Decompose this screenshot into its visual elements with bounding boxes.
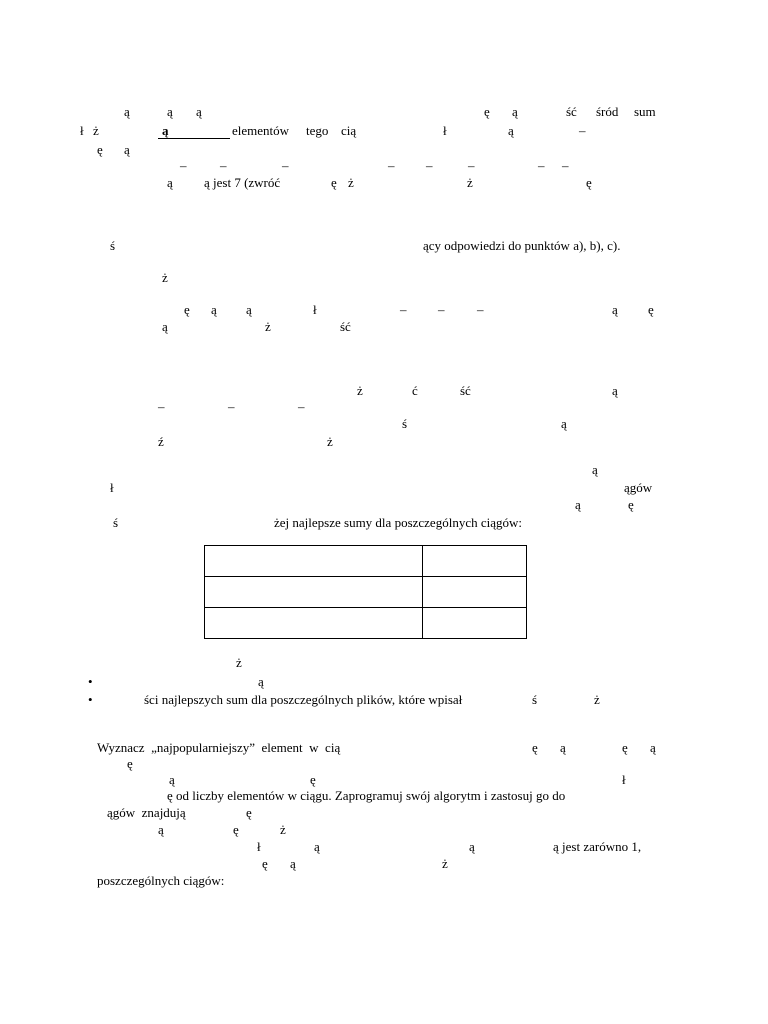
- text-fragment: ż: [162, 270, 168, 285]
- text-fragment: ą: [196, 104, 202, 119]
- text-fragment: ą: [167, 175, 173, 190]
- text-fragment: ą: [575, 497, 581, 512]
- text-fragment: –: [538, 158, 545, 173]
- bullet-marker: •: [88, 674, 93, 689]
- text-fragment: ę: [246, 805, 252, 820]
- text-fragment: –: [220, 158, 227, 173]
- text-fragment: ś: [110, 238, 116, 253]
- table-row: [205, 546, 527, 577]
- text-fragment: ś: [532, 692, 538, 707]
- text-fragment: ą: [612, 302, 618, 317]
- text-fragment: ą: [508, 123, 514, 138]
- text-fragment: ż: [265, 319, 271, 334]
- text-fragment: –: [158, 399, 165, 414]
- text-fragment: ę: [184, 302, 190, 317]
- blank-underline: ą: [158, 123, 230, 139]
- text-fragment: tego: [306, 123, 329, 138]
- text-fragment: poszczególnych ciągów:: [97, 873, 225, 888]
- results-table: [204, 545, 527, 639]
- text-fragment: ę: [97, 142, 103, 157]
- text-fragment: ą: [612, 383, 618, 398]
- text-fragment: ą: [246, 302, 252, 317]
- text-fragment: –: [477, 302, 484, 317]
- text-fragment: ź: [158, 434, 164, 449]
- text-fragment: ą: [169, 772, 175, 787]
- text-fragment: ą: [158, 822, 164, 837]
- text-fragment: żej najlepsze sumy dla poszczególnych ciągów:: [274, 515, 522, 530]
- text-fragment: ą: [258, 674, 264, 689]
- text-fragment: ść: [340, 319, 351, 334]
- text-fragment: ę: [310, 772, 316, 787]
- text-fragment: ż: [594, 692, 600, 707]
- text-fragment: –: [180, 158, 187, 173]
- table-cell: [423, 608, 527, 639]
- text-fragment: ą jest zarówno 1,: [553, 839, 642, 854]
- table-cell: [205, 608, 423, 639]
- bullet-marker: •: [88, 692, 93, 707]
- text-fragment: –: [468, 158, 475, 173]
- text-fragment: ż: [467, 175, 473, 190]
- text-fragment: ę: [262, 856, 268, 871]
- table-row: [205, 608, 527, 639]
- text-fragment: –: [426, 158, 433, 173]
- text-fragment: ł: [257, 839, 261, 854]
- text-fragment: ż: [236, 655, 242, 670]
- text-fragment: ą: [211, 302, 217, 317]
- text-fragment: –: [438, 302, 445, 317]
- text-fragment: elementów: [232, 123, 290, 138]
- table-cell: [423, 546, 527, 577]
- text-fragment: ę od liczby elementów w ciągu. Zaprogramuj swój algorytm i zastosuj go do: [167, 788, 566, 803]
- text-fragment: ść: [566, 104, 577, 119]
- text-fragment: ż: [442, 856, 448, 871]
- text-fragment: ę: [622, 740, 628, 755]
- text-fragment: –: [579, 123, 586, 138]
- text-fragment: ę: [331, 175, 337, 190]
- text-fragment: ę: [648, 302, 654, 317]
- text-fragment: ą: [290, 856, 296, 871]
- text-fragment: ągów: [624, 480, 653, 495]
- text-fragment: ć: [412, 383, 418, 398]
- text-fragment: –: [282, 158, 289, 173]
- text-fragment: –: [562, 158, 569, 173]
- text-fragment: ż: [327, 434, 333, 449]
- text-fragment: ę: [127, 756, 133, 771]
- text-fragment: ą: [167, 104, 173, 119]
- text-fragment: ą: [512, 104, 518, 119]
- text-fragment: ści najlepszych sum dla poszczególnych plików, które wpisał: [144, 692, 463, 707]
- text-fragment: ż: [348, 175, 354, 190]
- text-fragment: –: [298, 399, 305, 414]
- text-fragment: ł: [80, 123, 84, 138]
- table-cell: [205, 546, 423, 577]
- text-fragment: ę: [233, 822, 239, 837]
- text-fragment: ący odpowiedzi do punktów a), b), c).: [423, 238, 621, 253]
- text-fragment: ą: [124, 142, 130, 157]
- text-fragment: ą: [314, 839, 320, 854]
- text-fragment: ą jest 7 (zwróć: [204, 175, 281, 190]
- text-fragment: ę: [484, 104, 490, 119]
- table-row: [205, 577, 527, 608]
- text-fragment: ą: [592, 462, 598, 477]
- table-cell: [205, 577, 423, 608]
- text-fragment: ą: [561, 416, 567, 431]
- table-cell: [423, 577, 527, 608]
- text-fragment: ę: [586, 175, 592, 190]
- text-fragment: –: [228, 399, 235, 414]
- text-fragment: ą: [650, 740, 656, 755]
- text-fragment: ą: [124, 104, 130, 119]
- text-fragment: ł: [443, 123, 447, 138]
- text-fragment: –: [400, 302, 407, 317]
- text-fragment: –: [388, 158, 395, 173]
- text-fragment: Wyznacz „najpopularniejszy” element w cią: [97, 740, 341, 755]
- text-fragment: ż: [280, 822, 286, 837]
- text-fragment: ą: [469, 839, 475, 854]
- text-fragment: ą: [162, 319, 168, 334]
- text-fragment: ś: [402, 416, 408, 431]
- text-fragment: ł: [110, 480, 114, 495]
- text-fragment: ł: [313, 302, 317, 317]
- text-fragment: ł: [622, 772, 626, 787]
- text-fragment: ż: [357, 383, 363, 398]
- text-fragment: sum: [634, 104, 656, 119]
- text-fragment: ż: [93, 123, 99, 138]
- text-fragment: ść: [460, 383, 471, 398]
- text-fragment: ągów znajdują: [107, 805, 186, 820]
- text-fragment: cią: [341, 123, 357, 138]
- text-fragment: ś: [113, 515, 119, 530]
- text-fragment: ę: [532, 740, 538, 755]
- text-fragment: ę: [628, 497, 634, 512]
- text-fragment: ą: [560, 740, 566, 755]
- text-fragment: śród: [596, 104, 619, 119]
